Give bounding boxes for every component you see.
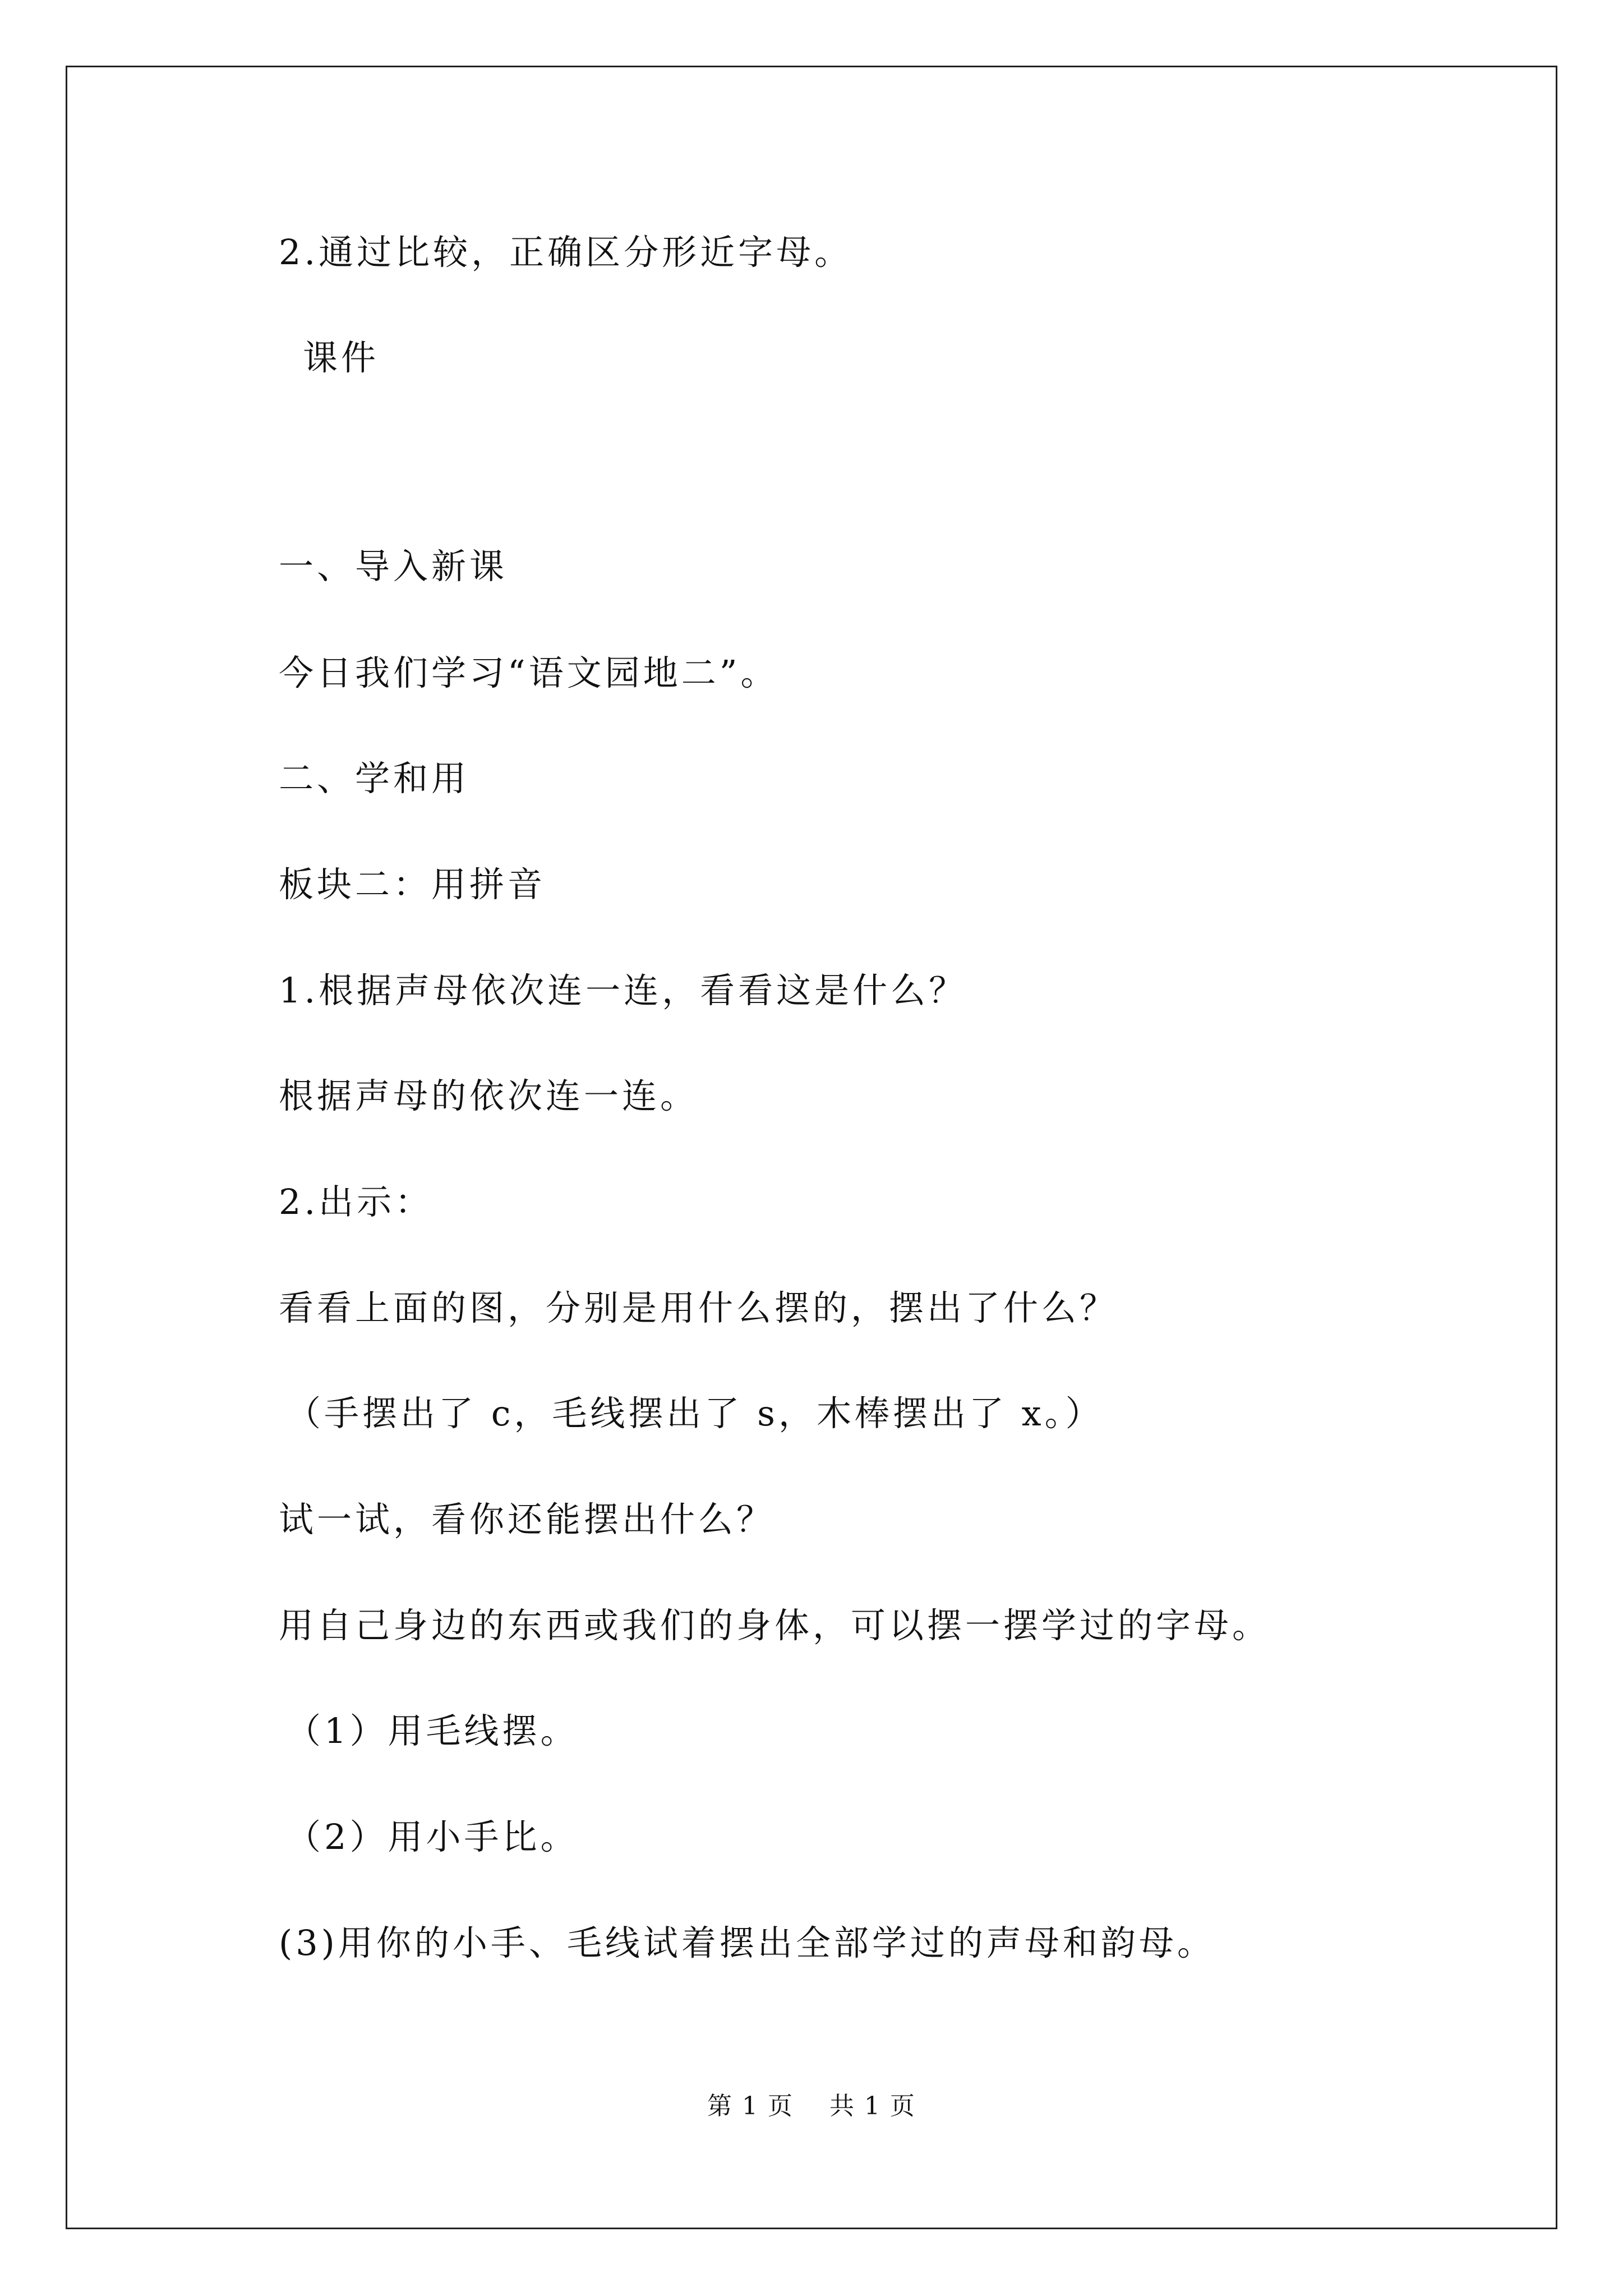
list-item: （2）用小手比。 <box>286 1816 579 1857</box>
section-heading-learn: 二、学和用 <box>279 758 470 799</box>
list-item: （1）用毛线摆。 <box>286 1710 579 1751</box>
materials-line: 课件 <box>303 337 380 378</box>
paragraph-line: 看看上面的图，分别是用什么摆的，摆出了什么？ <box>279 1287 1118 1328</box>
paragraph-line: 2.出示： <box>279 1181 434 1222</box>
paragraph-line: 试一试，看你还能摆出什么？ <box>279 1499 775 1540</box>
paragraph-line: 1.根据声母依次连一连，看看这是什么？ <box>279 970 967 1011</box>
subsection-heading: 板块二：用拼音 <box>279 864 546 905</box>
section-heading-intro: 一、导入新课 <box>279 546 508 587</box>
paragraph-line: 根据声母的依次连一连。 <box>279 1075 699 1116</box>
objective-line: 2.通过比较，正确区分形近字母。 <box>279 232 853 273</box>
list-item: (3)用你的小手、毛线试着摆出全部学过的声母和韵母。 <box>279 1922 1215 1963</box>
page-number-footer: 第 1 页 共 1 页 <box>707 2092 916 2120</box>
paragraph-line: 今日我们学习“语文园地二”。 <box>279 652 779 693</box>
paragraph-line: （手摆出了 c，毛线摆出了 s，木棒摆出了 x。） <box>286 1393 1104 1434</box>
page-border <box>66 66 1557 2229</box>
paragraph-line: 用自己身边的东西或我们的身体，可以摆一摆学过的字母。 <box>279 1605 1271 1646</box>
